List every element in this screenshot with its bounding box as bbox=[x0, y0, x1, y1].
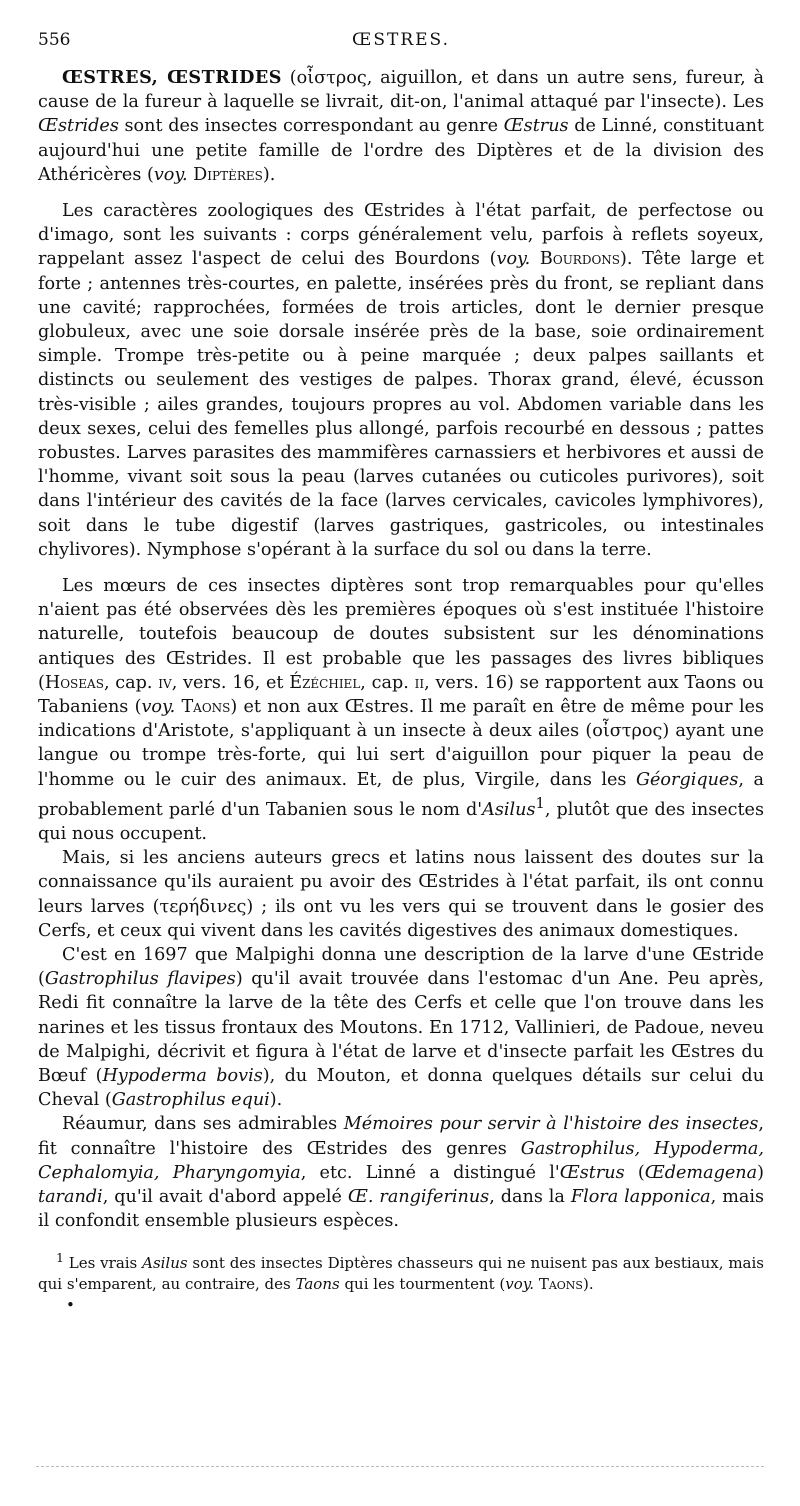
greek-word: τερήδινες bbox=[159, 896, 247, 917]
footnote-reference[interactable]: 1 bbox=[535, 794, 545, 812]
cross-reference-target: Diptères bbox=[193, 164, 263, 185]
headword: ŒSTRES, ŒSTRIDES bbox=[62, 67, 282, 88]
cross-reference-target: Taons bbox=[538, 1275, 583, 1294]
paragraph-malpighi: C'est en 1697 que Malpighi donna une description de la larve d'une Œstride (Gastrophilus flavipes) qu'il avait trouvée dans l'estomac d'un Ane. Peu après, Redi fit connaître la larve de la tête des Cerfs et celle que l'on trouve dans les narines et les tissus frontaux des Moutons. En 1712, Vallinieri, de Padoue, neveu de Malpighi, décrivit et figura à l'état de larve et d'insecte parfait les Œstres du Bœuf (Hypoderma bovis), du Mouton, et donna quelques détails sur celui du Cheval (Gastrophilus equi). bbox=[38, 944, 765, 1111]
cross-reference: voy. bbox=[153, 164, 188, 185]
article-body bbox=[38, 66, 764, 1233]
cross-reference-target: Taons bbox=[181, 697, 231, 718]
paragraph-characters: Les caractères zoologiques des Œstrides à l'état parfait, de perfectose ou d'imago, sont les suivants : corps généralement velu, parfois à reflets soyeux, rappelant assez l'aspect de celui des Bourdons (voy. Bourdons). Tête large et forte ; antennes très-courtes, en palette, insérées près du front, se repliant dans une cavité; rapprochées, formées de trois articles, dont le dernier presque globuleux, avec une soie dorsale insérée près de la base, soie ordinairement simple. Trompe très-petite ou à peine marquée ; deux palpes saillants et distincts ou seulement des vestiges de palpes. Thorax grand, élevé, écusson très-visible ; ailes grandes, toujours propres au vol. Abdomen variable dans les deux sexes, celui des femelles plus allongé, parfois recourbé en dessous ; pattes robustes. Larves parasites des mammifères carnassiers et herbivores et aussi de l'homme, vivant soit sous la peau (larves cutanées ou cuticoles purivores), soit dans l'intérieur des cavités de la face (larves cervicales, cavicoles lymphivores), soit dans le tube digestif (larves gastriques, gastricoles, ou intestinales chylivores). Nymphose s'opérant à la surface du sol ou dans la terre. bbox=[38, 201, 764, 560]
stray-mark: • bbox=[66, 1296, 75, 1315]
footnote: $^1$ Les vrais Asilus sont des insectes Diptères chasseurs qui ne nuisent pas aux bestiaux, mais qui s'emparent, au contraire, des Taons qui les tourmentent (voy. Taons). bbox=[38, 1250, 764, 1294]
page-number: 556 bbox=[38, 30, 71, 50]
paragraph-reaumur: Réaumur, dans ses admirables Mémoires pour servir à l'histoire des insectes, fit connaître l'histoire des Œstrides des genres Gastrophilus, Hypoderma, Cephalomyia, Pharyngomyia, etc. Linné a distingué l'Œstrus (Œdemagena) tarandi, qu'il avait d'abord appelé Œ. rangiferinus, dans la Flora lapponica, mais il confondit ensemble plusieurs espèces. bbox=[38, 1114, 765, 1232]
cross-reference: voy. bbox=[505, 1275, 535, 1294]
bottom-rule bbox=[36, 1466, 764, 1467]
footnotes bbox=[38, 1247, 764, 1295]
cross-reference: voy. bbox=[496, 249, 531, 270]
paragraph-larvae: Mais, si les anciens auteurs grecs et latins nous laissent des doutes sur la connaissance qu'ils auraient pu avoir des Œstrides à l'état parfait, ils ont connu leurs larves (τερήδινες) ; ils ont vu les vers qui se trouvent dans le gosier des Cerfs, et ceux qui vivent dans les cavités digestives des animaux domestiques. bbox=[38, 848, 765, 941]
paragraph-intro: ŒSTRES, ŒSTRIDES (οἶστρος, aiguillon, et dans un autre sens, fureur, à cause de la fureur à laquelle se livrait, dit-on, l'animal attaqué par l'insecte). Les Œstrides sont des insectes correspondant au genre Œstrus de Linné, constituant aujourd'hui une petite famille de l'ordre des Diptères et de la division des Athéricères (voy. Diptères). bbox=[38, 67, 764, 185]
running-head bbox=[38, 30, 764, 60]
cross-reference-target: Bourdons bbox=[539, 249, 621, 270]
running-title: ŒSTRES. bbox=[352, 30, 450, 50]
greek-etymon: οἶστρος bbox=[296, 68, 367, 88]
greek-word: οἶστρος bbox=[592, 721, 663, 742]
cross-reference: voy. bbox=[141, 697, 176, 718]
paragraph-history-antiquity: Les mœurs de ces insectes diptères sont trop remarquables pour qu'elles n'aient pas été observées dès les premières époques où s'est instituée l'histoire naturelle, toutefois beaucoup de doutes subsistent sur les dénominations antiques des Œstrides. Il est probable que les passages des livres bibliques (Hoseas, cap. iv, vers. 16, et Ézéchiel, cap. ii, vers. 16) se rapportent aux Taons ou Tabaniens (voy. Taons) et non aux Œstres. Il me paraît en être de même pour les indications d'Aristote, s'appliquant à un insecte à deux ailes (οἶστρος) ayant une langue ou trompe très-forte, qui lui sert d'aiguillon pour piquer la peau de l'homme ou le cuir des animaux. Et, de plus, Virgile, dans les Géorgiques, a probablement parlé d'un Tabanien sous le nom d'Asilus$^1$, plutôt que des insectes qui nous occupent. bbox=[38, 576, 765, 844]
footnote-mark: 1 bbox=[56, 1250, 64, 1266]
